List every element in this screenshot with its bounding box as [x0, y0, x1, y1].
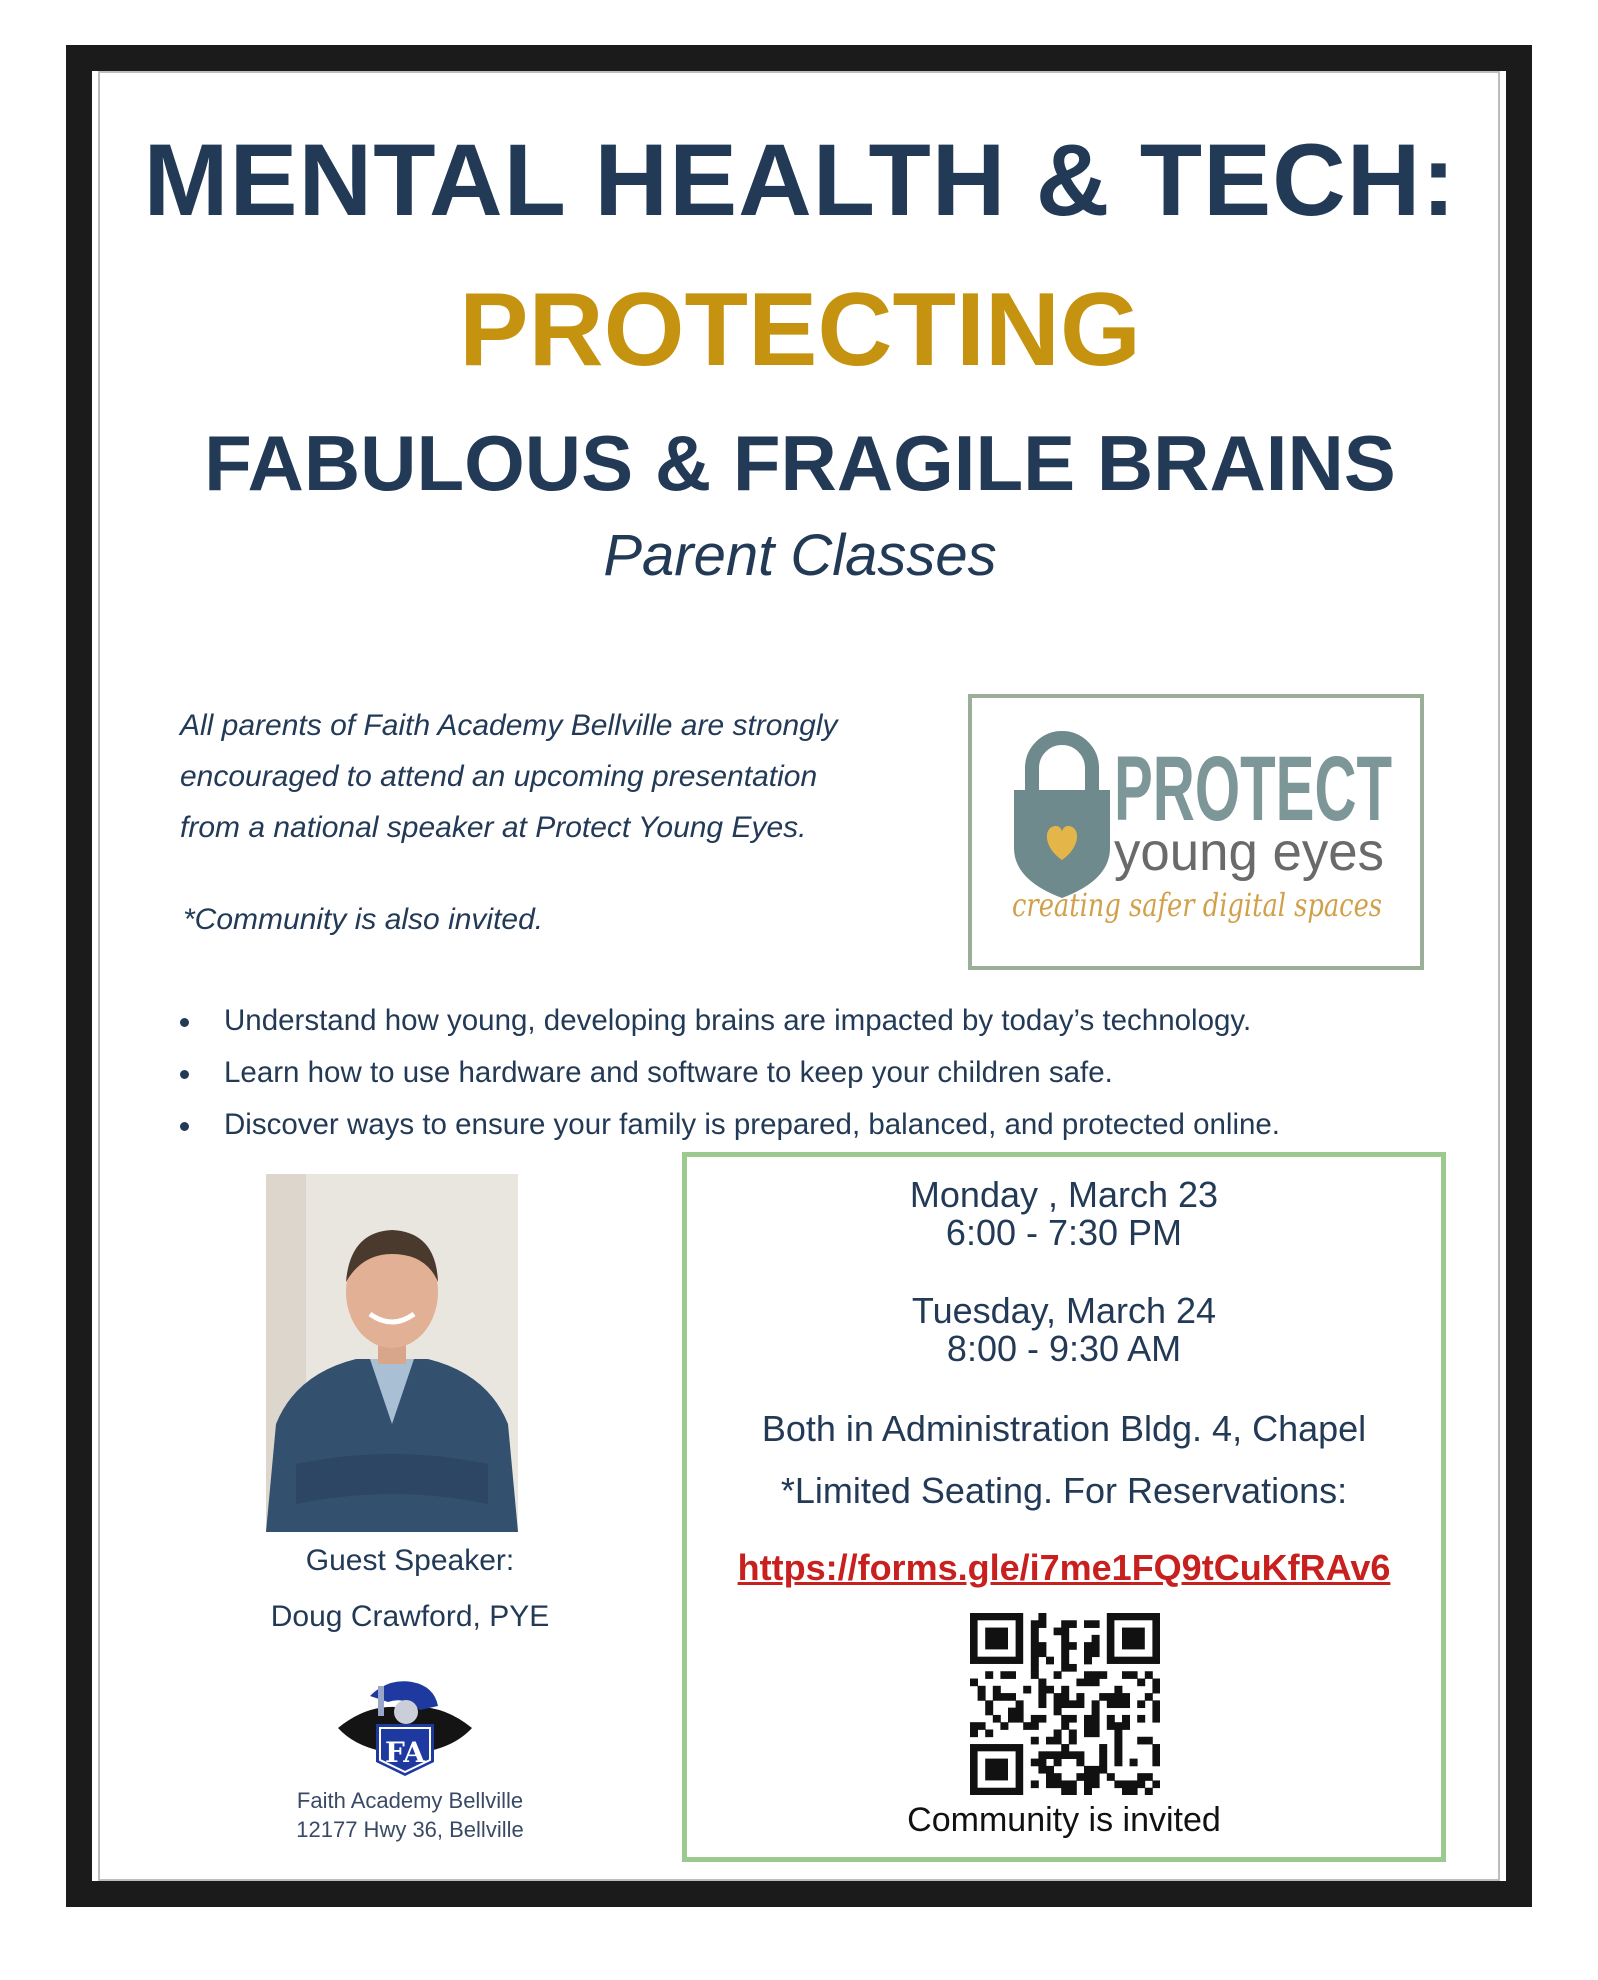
intro-line-2: encouraged to attend an upcoming presentation	[180, 760, 818, 793]
qr-code-icon	[970, 1613, 1160, 1795]
benefits-list	[170, 995, 1470, 1151]
title-line-2: PROTECTING	[459, 272, 1141, 388]
school-address: 12177 Hwy 36, Bellville	[296, 1817, 524, 1842]
community-note: *Community is also invited.	[183, 903, 544, 936]
logo-tagline: creating safer digital spaces	[1012, 886, 1382, 924]
title-line-1: MENTAL HEALTH & TECH:	[143, 123, 1457, 237]
community-invited: Community is invited	[907, 1801, 1221, 1839]
guest-speaker-label: Guest Speaker:	[305, 1544, 515, 1577]
reservation-note: *Limited Seating. For Reservations:	[780, 1470, 1348, 1511]
session-1-time: 6:00 - 7:30 PM	[945, 1212, 1183, 1253]
speaker-photo	[266, 1174, 518, 1532]
logo-word-protect: PROTECT	[1114, 738, 1392, 840]
session-2-day: Tuesday, March 24	[911, 1290, 1217, 1331]
protect-young-eyes-logo	[968, 694, 1424, 970]
qr-code[interactable]	[970, 1613, 1160, 1795]
session-2-time: 8:00 - 9:30 AM	[946, 1328, 1182, 1369]
intro-paragraph	[180, 700, 940, 853]
event-details-box	[682, 1152, 1446, 1862]
lock-heart-icon	[972, 698, 1420, 966]
benefit-item: Discover ways to ensure your family is prepared, balanced, and protected online.	[170, 1099, 1470, 1151]
knight-mascot-icon	[330, 1672, 480, 1782]
session-1-day: Monday , March 23	[909, 1174, 1219, 1215]
school-logo-letters: FA	[385, 1736, 425, 1769]
benefit-item: Understand how young, developing brains are impacted by today’s technology.	[170, 995, 1470, 1047]
intro-line-1: All parents of Faith Academy Bellville are strongly	[180, 709, 838, 742]
guest-speaker-name: Doug Crawford, PYE	[270, 1600, 550, 1633]
reservation-link[interactable]: https://forms.gle/i7me1FQ9tCuKfRAv6	[737, 1547, 1391, 1588]
benefit-item: Learn how to use hardware and software to keep your children safe.	[170, 1047, 1470, 1099]
title-line-3: FABULOUS & FRAGILE BRAINS	[204, 419, 1396, 507]
intro-line-3: from a national speaker at Protect Young Eyes.	[180, 811, 807, 844]
subtitle: Parent Classes	[603, 523, 997, 588]
logo-word-young-eyes: young eyes	[1114, 822, 1384, 882]
speaker-portrait-image	[266, 1174, 518, 1532]
school-name: Faith Academy Bellville	[296, 1788, 524, 1813]
event-location: Both in Administration Bldg. 4, Chapel	[761, 1408, 1367, 1449]
faith-academy-logo	[330, 1672, 480, 1782]
